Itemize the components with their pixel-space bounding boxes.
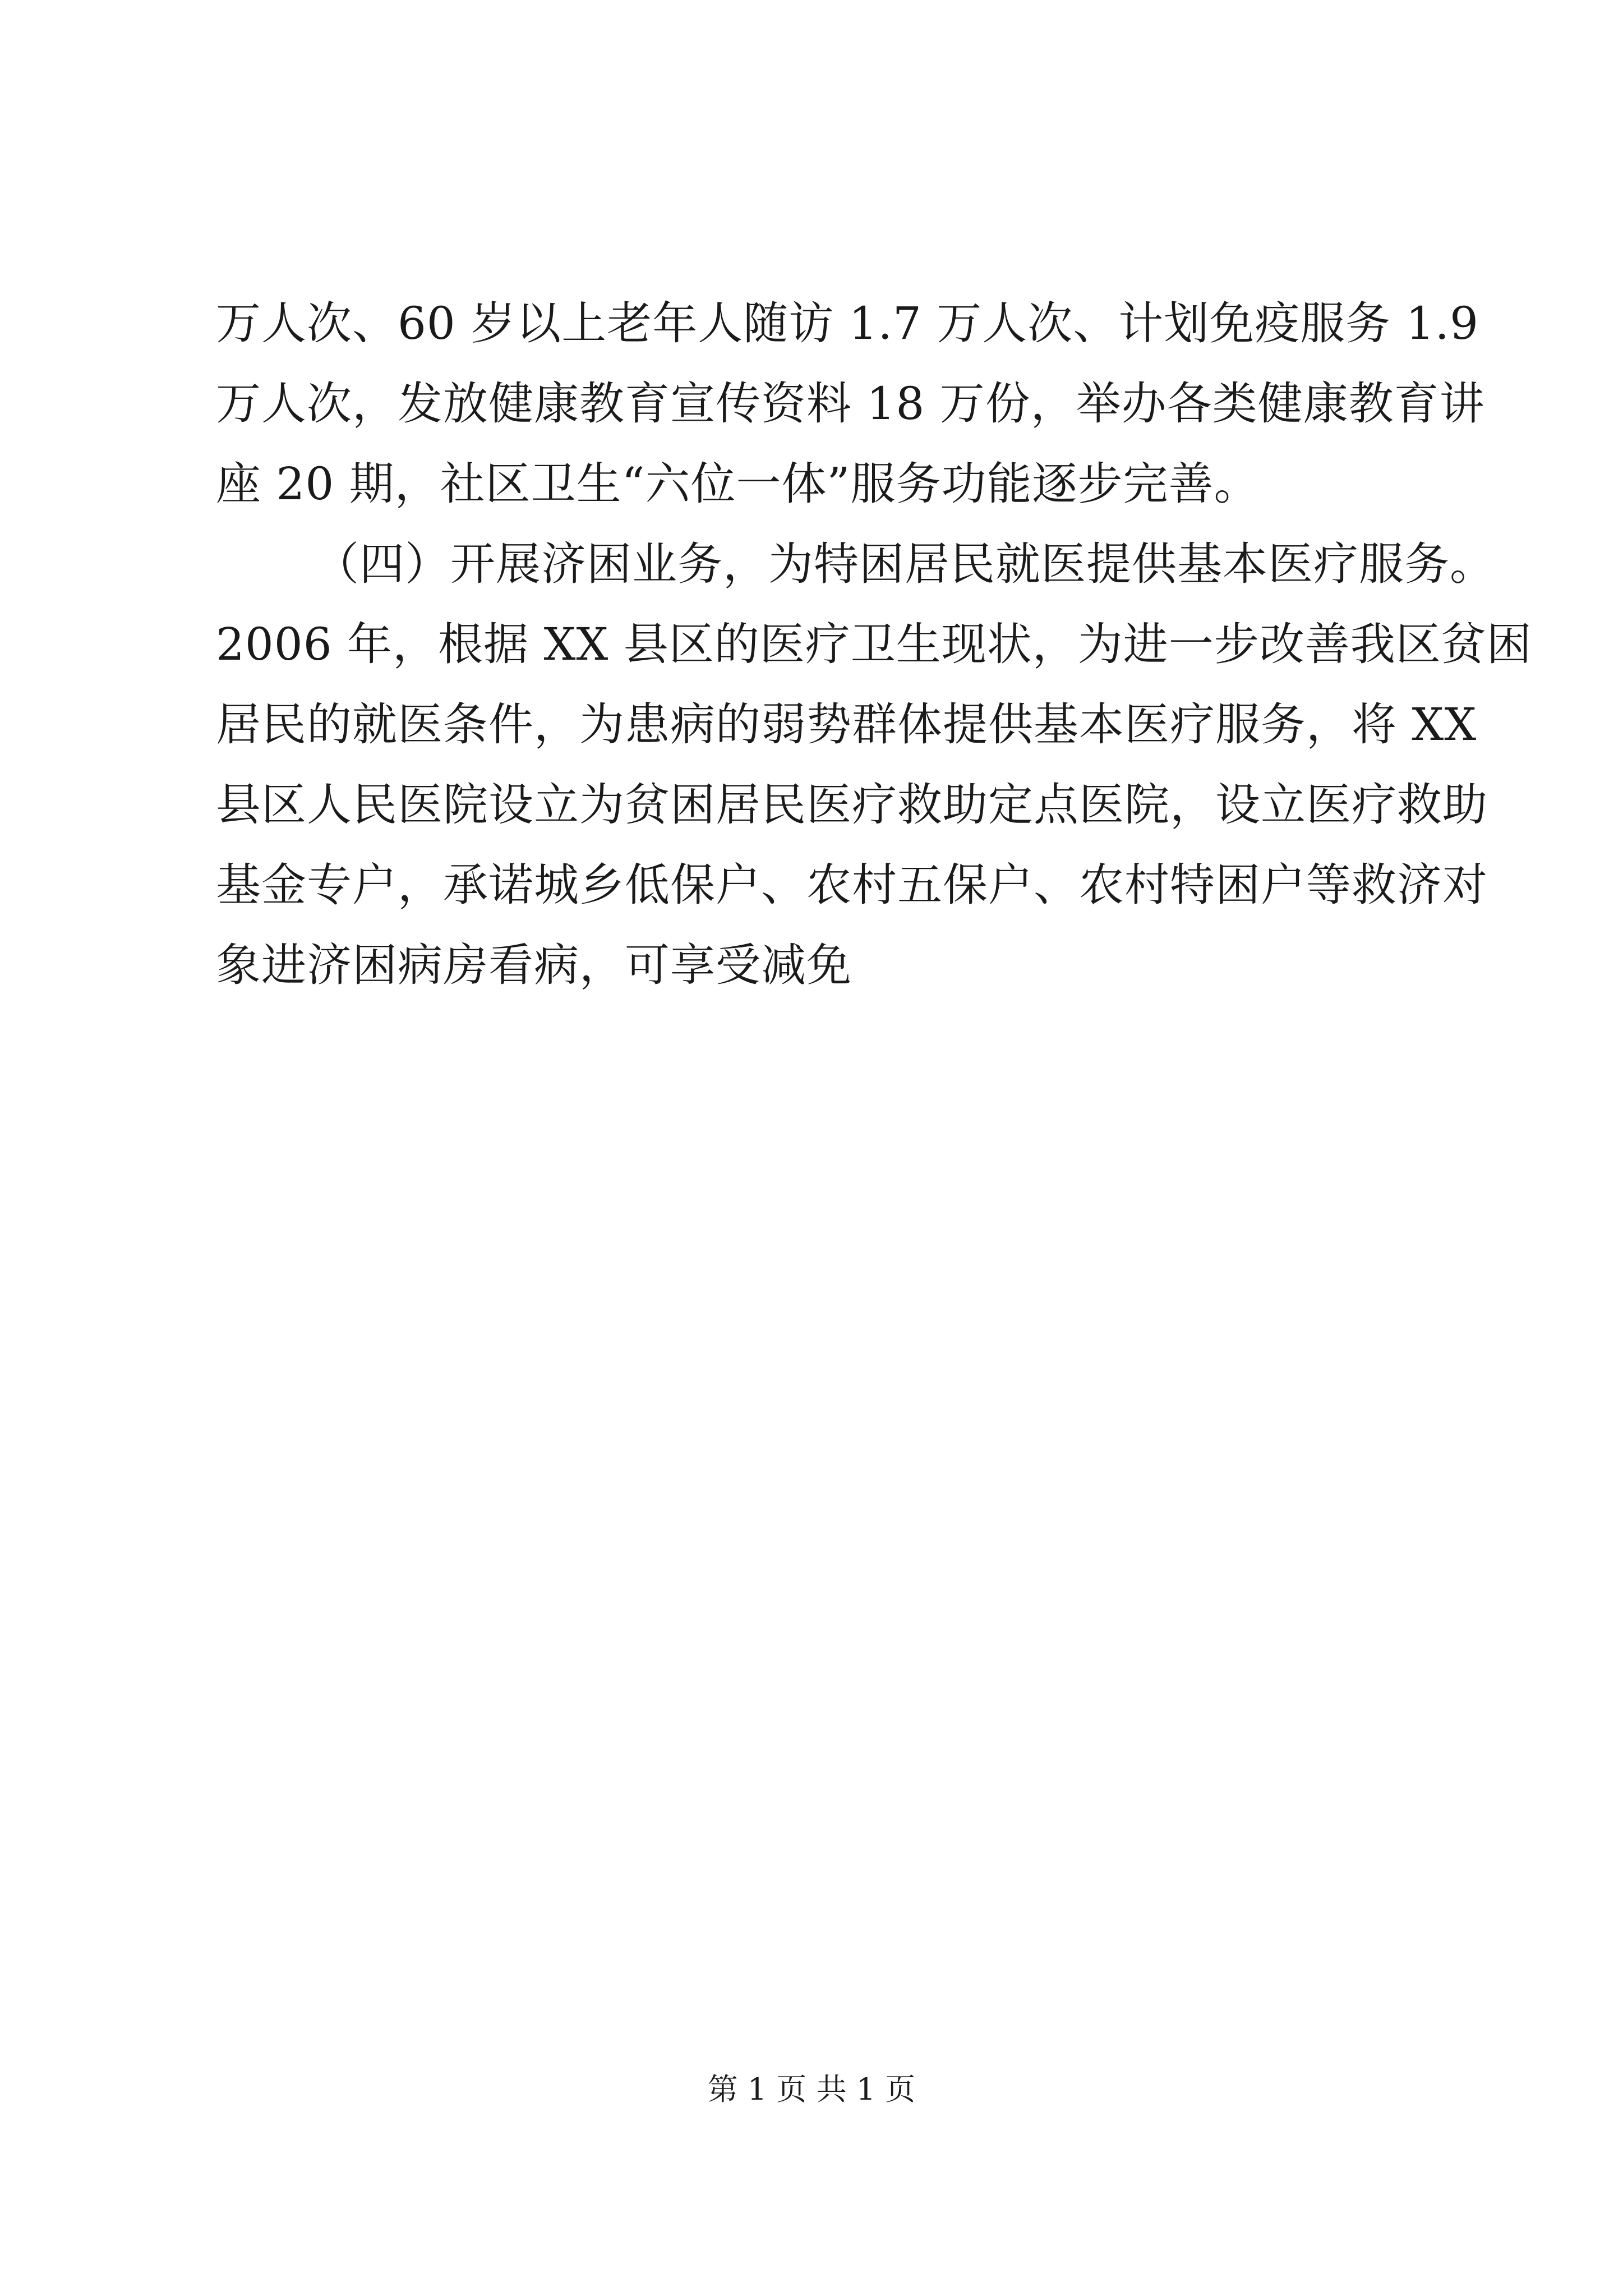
body-line: 居民的就医条件，为患病的弱势群体提供基本医疗服务，将 XX <box>216 698 1477 751</box>
body-line: 万人次，发放健康教育宣传资料 18 万份，举办各类健康教育讲 <box>216 378 1485 430</box>
body-line: 基金专户，承诺城乡低保户、农村五保户、农村特困户等救济对 <box>216 859 1488 911</box>
body-line: 座 20 期，社区卫生“六位一体”服务功能逐步完善。 <box>216 458 1260 510</box>
body-line: 象进济困病房看病，可享受减免 <box>216 939 852 991</box>
page-footer: 第 1 页 共 1 页 <box>707 2072 916 2107</box>
body-line: 万人次、60 岁以上老年人随访 1.7 万人次、计划免疫服务 1.9 <box>216 297 1479 349</box>
body-line: 县区人民医院设立为贫困居民医疗救助定点医院，设立医疗救助 <box>216 779 1488 831</box>
body-line: 2006 年，根据 XX 县区的医疗卫生现状，为进一步改善我区贫困 <box>216 618 1532 670</box>
body-line-section-heading: （四）开展济困业务，为特困居民就医提供基本医疗服务。 <box>314 538 1495 590</box>
document-body <box>216 283 1532 1005</box>
